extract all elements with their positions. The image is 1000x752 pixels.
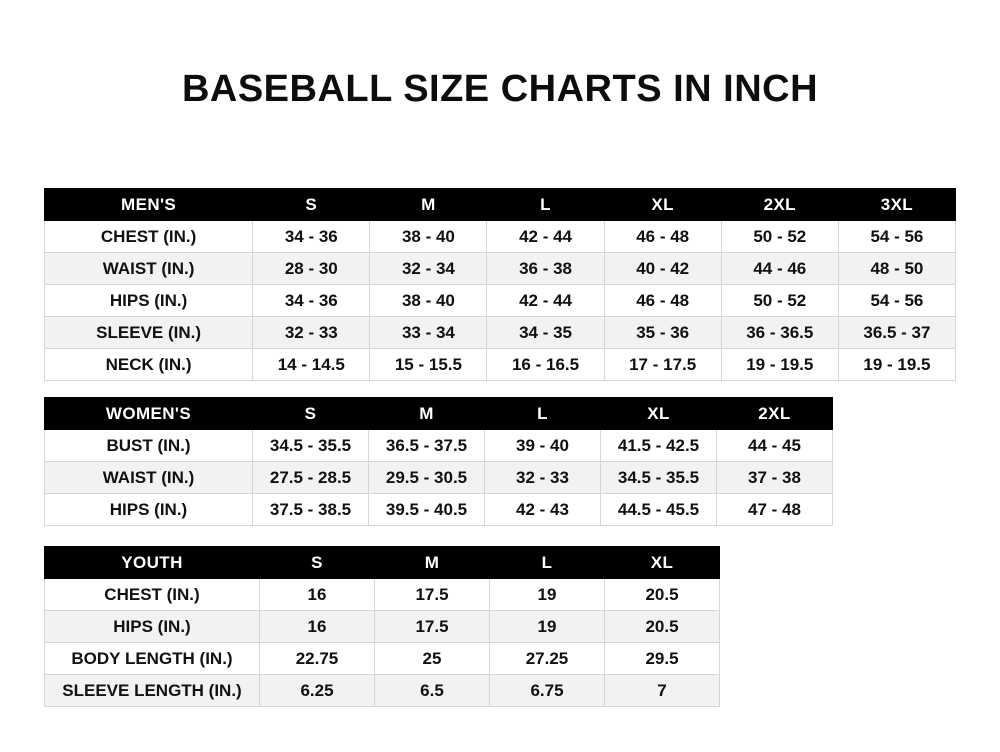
table-header-row: [45, 398, 833, 430]
table-cell: 7: [605, 675, 720, 707]
table-cell: 34.5 - 35.5: [601, 462, 717, 494]
table-header-row: [45, 189, 956, 221]
table-cell: 34 - 35: [487, 317, 604, 349]
table-cell: 35 - 36: [604, 317, 721, 349]
table-cell: 40 - 42: [604, 253, 721, 285]
header-cell: S: [253, 398, 369, 430]
table-row: [45, 611, 720, 643]
header-cell: MEN'S: [45, 189, 253, 221]
table-cell: 37 - 38: [717, 462, 833, 494]
row-label: CHEST (IN.): [45, 221, 253, 253]
table-cell: 54 - 56: [838, 285, 955, 317]
table-cell: 6.75: [490, 675, 605, 707]
table-cell: 6.25: [260, 675, 375, 707]
table-cell: 25: [375, 643, 490, 675]
row-label: HIPS (IN.): [45, 494, 253, 526]
table-cell: 36 - 38: [487, 253, 604, 285]
table-cell: 27.5 - 28.5: [253, 462, 369, 494]
header-cell: WOMEN'S: [45, 398, 253, 430]
header-cell: L: [487, 189, 604, 221]
table-cell: 19 - 19.5: [838, 349, 955, 381]
table-cell: 39 - 40: [485, 430, 601, 462]
table-cell: 34 - 36: [253, 285, 370, 317]
table-cell: 16 - 16.5: [487, 349, 604, 381]
table-cell: 37.5 - 38.5: [253, 494, 369, 526]
table-row: [45, 285, 956, 317]
table-row: [45, 221, 956, 253]
table-cell: 17.5: [375, 579, 490, 611]
row-label: HIPS (IN.): [45, 611, 260, 643]
row-label: SLEEVE (IN.): [45, 317, 253, 349]
row-label: WAIST (IN.): [45, 462, 253, 494]
table-cell: 47 - 48: [717, 494, 833, 526]
table-cell: 19 - 19.5: [721, 349, 838, 381]
table-cell: 48 - 50: [838, 253, 955, 285]
table-row: [45, 317, 956, 349]
table-cell: 36.5 - 37: [838, 317, 955, 349]
table-cell: 14 - 14.5: [253, 349, 370, 381]
row-label: NECK (IN.): [45, 349, 253, 381]
table-row: [45, 462, 833, 494]
table-row: [45, 430, 833, 462]
header-cell: XL: [605, 547, 720, 579]
table-row: [45, 494, 833, 526]
table-cell: 42 - 44: [487, 285, 604, 317]
table-cell: 17.5: [375, 611, 490, 643]
row-label: WAIST (IN.): [45, 253, 253, 285]
table-cell: 39.5 - 40.5: [369, 494, 485, 526]
table-cell: 22.75: [260, 643, 375, 675]
table-cell: 33 - 34: [370, 317, 487, 349]
table-header-row: [45, 547, 720, 579]
table-row: [45, 349, 956, 381]
table-cell: 27.25: [490, 643, 605, 675]
row-label: HIPS (IN.): [45, 285, 253, 317]
row-label: SLEEVE LENGTH (IN.): [45, 675, 260, 707]
table-cell: 38 - 40: [370, 221, 487, 253]
header-cell: M: [370, 189, 487, 221]
header-cell: 3XL: [838, 189, 955, 221]
table-cell: 17 - 17.5: [604, 349, 721, 381]
header-cell: XL: [604, 189, 721, 221]
table-row: [45, 675, 720, 707]
header-cell: L: [490, 547, 605, 579]
header-cell: YOUTH: [45, 547, 260, 579]
header-cell: M: [375, 547, 490, 579]
table-cell: 42 - 43: [485, 494, 601, 526]
header-cell: S: [253, 189, 370, 221]
header-cell: 2XL: [721, 189, 838, 221]
table-cell: 28 - 30: [253, 253, 370, 285]
table-cell: 32 - 34: [370, 253, 487, 285]
table-cell: 46 - 48: [604, 285, 721, 317]
table-cell: 50 - 52: [721, 285, 838, 317]
table-cell: 32 - 33: [253, 317, 370, 349]
table-row: [45, 579, 720, 611]
table-cell: 42 - 44: [487, 221, 604, 253]
table-cell: 34 - 36: [253, 221, 370, 253]
table-cell: 46 - 48: [604, 221, 721, 253]
table-cell: 20.5: [605, 579, 720, 611]
table-row: [45, 643, 720, 675]
table-cell: 6.5: [375, 675, 490, 707]
header-cell: S: [260, 547, 375, 579]
youth-size-table: [44, 546, 720, 707]
header-cell: L: [485, 398, 601, 430]
table-cell: 16: [260, 579, 375, 611]
table-cell: 34.5 - 35.5: [253, 430, 369, 462]
table-cell: 54 - 56: [838, 221, 955, 253]
header-cell: XL: [601, 398, 717, 430]
header-cell: 2XL: [717, 398, 833, 430]
table-row: [45, 253, 956, 285]
table-cell: 38 - 40: [370, 285, 487, 317]
table-cell: 36.5 - 37.5: [369, 430, 485, 462]
table-cell: 29.5: [605, 643, 720, 675]
table-cell: 16: [260, 611, 375, 643]
table-cell: 44 - 45: [717, 430, 833, 462]
row-label: BUST (IN.): [45, 430, 253, 462]
table-cell: 50 - 52: [721, 221, 838, 253]
page-title: BASEBALL SIZE CHARTS IN INCH: [181, 68, 819, 110]
table-cell: 44.5 - 45.5: [601, 494, 717, 526]
table-cell: 15 - 15.5: [370, 349, 487, 381]
mens-size-table: [44, 188, 956, 381]
row-label: BODY LENGTH (IN.): [45, 643, 260, 675]
table-cell: 19: [490, 611, 605, 643]
row-label: CHEST (IN.): [45, 579, 260, 611]
table-cell: 36 - 36.5: [721, 317, 838, 349]
table-cell: 29.5 - 30.5: [369, 462, 485, 494]
table-cell: 19: [490, 579, 605, 611]
table-cell: 44 - 46: [721, 253, 838, 285]
header-cell: M: [369, 398, 485, 430]
table-cell: 41.5 - 42.5: [601, 430, 717, 462]
womens-size-table: [44, 397, 833, 526]
table-cell: 20.5: [605, 611, 720, 643]
table-cell: 32 - 33: [485, 462, 601, 494]
